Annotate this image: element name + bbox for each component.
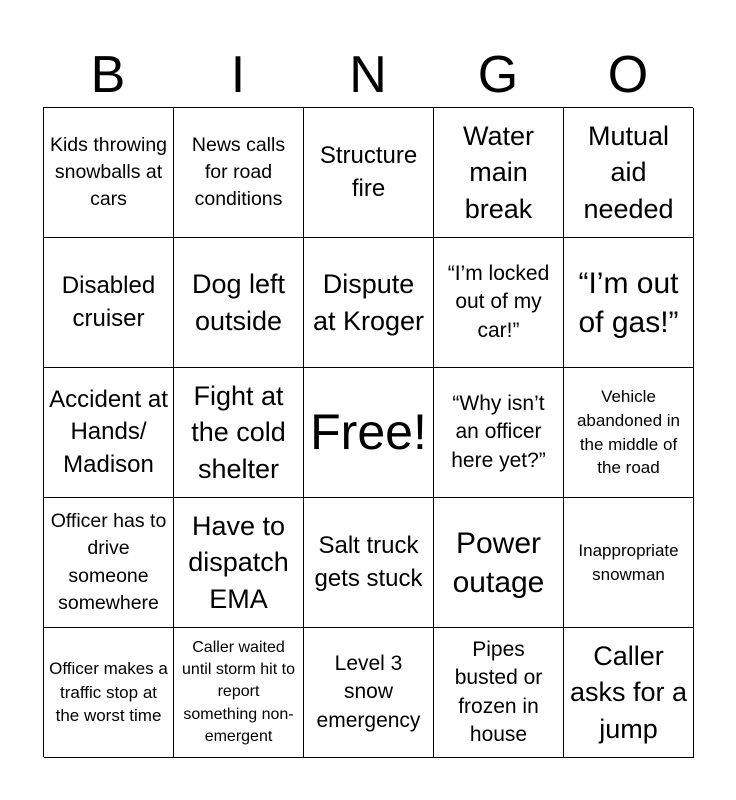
cell-label: Fight at the cold shelter — [191, 380, 286, 484]
header-letter-i: I — [230, 46, 246, 104]
bingo-cell-g4[interactable] — [434, 498, 564, 628]
bingo-cell-i1[interactable] — [174, 108, 304, 238]
header-letter-n: N — [349, 46, 387, 104]
bingo-cell-b1[interactable] — [44, 108, 174, 238]
bingo-cell-i2[interactable] — [174, 238, 304, 368]
cell-label: Disabled cruiser — [61, 272, 156, 332]
bingo-cell-o2[interactable] — [564, 238, 694, 368]
cell-label: Inappropriate snowman — [578, 540, 679, 584]
bingo-cell-free[interactable] — [304, 368, 434, 498]
bingo-cell-g5[interactable] — [434, 628, 564, 758]
cell-label: Officer makes a traffic stop at the worst time — [49, 658, 168, 726]
cell-label: “I’m locked out of my car!” — [447, 261, 550, 342]
header-letter-b: B — [90, 46, 126, 104]
cell-label: Officer has to drive someone somewhere — [50, 509, 167, 614]
cell-label: Accident at Hands/ Madison — [49, 385, 168, 478]
cell-label: Level 3 snow emergency — [316, 651, 421, 732]
cell-label: Kids throwing snowballs at cars — [49, 133, 168, 211]
cell-label: “Why isn’t an officer here yet?” — [451, 391, 546, 472]
bingo-cell-b3[interactable] — [44, 368, 174, 498]
bingo-cell-b5[interactable] — [44, 628, 174, 758]
cell-label: Have to dispatch EMA — [188, 510, 289, 614]
bingo-cell-o4[interactable] — [564, 498, 694, 628]
bingo-cell-n2[interactable] — [304, 238, 434, 368]
cell-label: Caller waited until storm hit to report something non-emergent — [182, 639, 295, 745]
cell-label: Pipes busted or frozen in house — [454, 637, 543, 746]
bingo-cell-n5[interactable] — [304, 628, 434, 758]
cell-label: Caller asks for a jump — [569, 640, 688, 744]
cell-label: Power outage — [452, 526, 545, 599]
bingo-cell-b2[interactable] — [44, 238, 174, 368]
bingo-cell-o5[interactable] — [564, 628, 694, 758]
bingo-cell-i3[interactable] — [174, 368, 304, 498]
bingo-cell-b4[interactable] — [44, 498, 174, 628]
free-space-label: Free! — [310, 404, 427, 461]
cell-label: Dispute at Kroger — [312, 269, 425, 336]
cell-label: Water main break — [462, 120, 534, 224]
bingo-cell-n4[interactable] — [304, 498, 434, 628]
cell-label: Salt truck gets stuck — [314, 532, 423, 592]
cell-label: Mutual aid needed — [583, 120, 674, 224]
cell-label: News calls for road conditions — [191, 133, 286, 211]
bingo-cell-g3[interactable] — [434, 368, 564, 498]
cell-label: Structure fire — [319, 142, 418, 202]
bingo-cell-o3[interactable] — [564, 368, 694, 498]
cell-label: Dog left outside — [191, 269, 286, 336]
cell-label: Vehicle abandoned in the middle of the road — [576, 386, 681, 478]
header-letter-g: G — [477, 46, 519, 104]
bingo-cell-i5[interactable] — [174, 628, 304, 758]
bingo-header — [43, 40, 693, 108]
header-letter-o: O — [607, 46, 649, 104]
bingo-cell-i4[interactable] — [174, 498, 304, 628]
bingo-cell-n1[interactable] — [304, 108, 434, 238]
bingo-card — [43, 107, 693, 757]
bingo-cell-g1[interactable] — [434, 108, 564, 238]
bingo-cell-o1[interactable] — [564, 108, 694, 238]
bingo-cell-g2[interactable] — [434, 238, 564, 368]
cell-label: “I’m out of gas!” — [578, 266, 679, 339]
